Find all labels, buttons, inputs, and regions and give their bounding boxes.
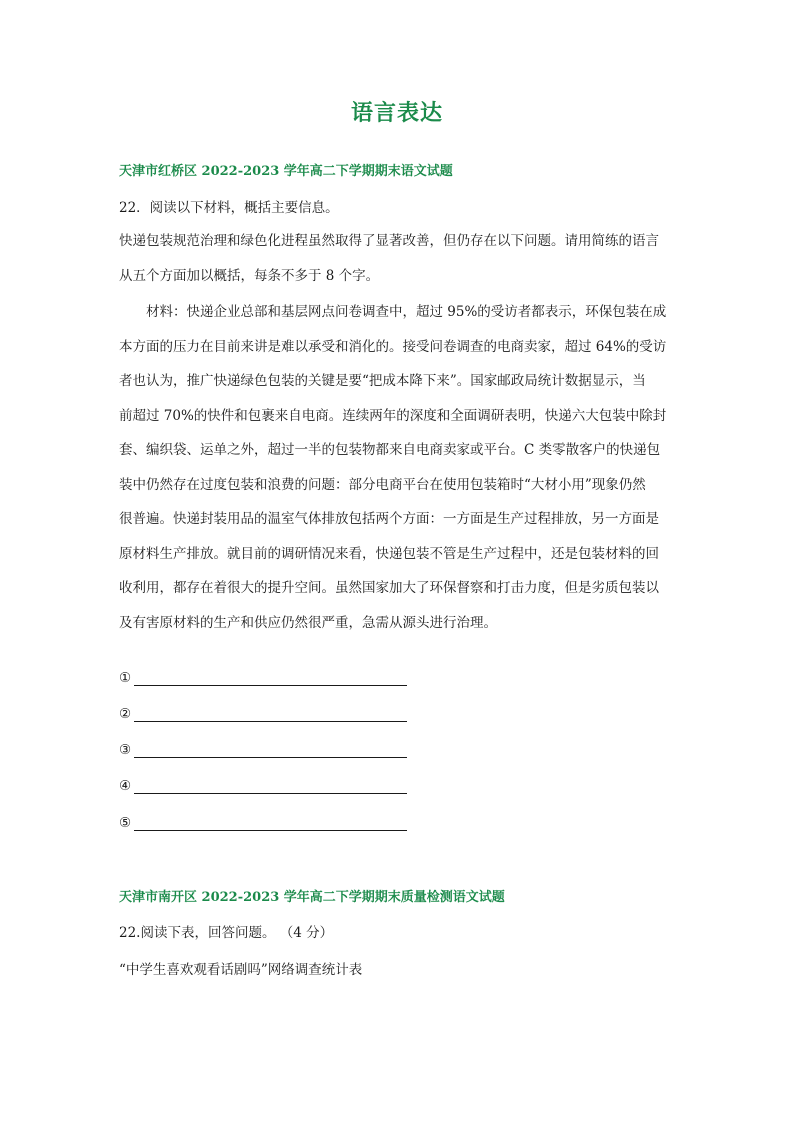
instruction-line: 快递包装规范治理和绿色化进程虽然取得了显著改善，但仍存在以下问题。请用简练的语言 xyxy=(119,233,659,249)
section-heading-nankai: 天津市南开区 2022-2023 学年高二下学期期末质量检测语文试题 xyxy=(119,890,505,905)
material-line: 本方面的压力在目前来讲是难以承受和消化的。接受问卷调查的电商卖家，超过 64%的受访 xyxy=(119,338,667,355)
answer-blank-3[interactable] xyxy=(119,738,407,758)
answer-underline[interactable] xyxy=(134,669,407,686)
answer-blank-5[interactable] xyxy=(119,811,407,831)
material-line: 材料：快递企业总部和基层网点问卷调查中，超过 95%的受访者都表示，环保包装在成 xyxy=(146,304,667,320)
answer-blank-4[interactable] xyxy=(119,774,407,794)
answer-blank-2[interactable] xyxy=(119,702,407,722)
material-line: 及有害原材料的生产和供应仍然很严重，急需从源头进行治理。 xyxy=(119,614,497,631)
answer-blank-1[interactable] xyxy=(119,666,407,686)
answer-underline[interactable] xyxy=(134,814,407,831)
material-line: 者也认为，推广快递绿色包装的关键是要“把成本降下来”。国家邮政局统计数据显示，当 xyxy=(119,373,646,389)
answer-marker: ② xyxy=(119,706,132,722)
answer-underline[interactable] xyxy=(134,777,407,794)
question-22-prompt: 22．阅读以下材料，概括主要信息。 xyxy=(119,200,339,216)
answer-marker: ③ xyxy=(119,742,132,758)
page-title: 语言表达 xyxy=(350,100,443,126)
answer-marker: ⑤ xyxy=(119,815,132,831)
answer-marker: ① xyxy=(119,670,132,686)
material-line: 前超过 70%的快件和包裹来自电商。连续两年的深度和全面调研表明，快递六大包装中除封 xyxy=(119,407,667,424)
instruction-paragraph xyxy=(119,224,679,293)
answer-marker: ④ xyxy=(119,778,132,794)
answer-underline[interactable] xyxy=(134,705,407,722)
instruction-line: 从五个方面加以概括，每条不多于 8 个字。 xyxy=(119,267,380,284)
table-caption: “中学生喜欢观看话剧吗”网络调查统计表 xyxy=(119,962,363,978)
material-line: 收利用，都存在着很大的提升空间。虽然国家加大了环保督察和打击力度，但是劣质包装以 xyxy=(119,580,659,596)
answer-underline[interactable] xyxy=(134,741,407,758)
material-line: 很普遍。快递封装用品的温室气体排放包括两个方面：一方面是生产过程排放，另一方面是 xyxy=(119,511,659,527)
material-line: 套、编织袋、运单之外，超过一半的包装物都来自电商卖家或平台。C 类零散客户的快递包 xyxy=(119,442,661,458)
material-line: 装中仍然存在过度包装和浪费的问题：部分电商平台在使用包装箱时“大材小用”现象仍然 xyxy=(119,476,646,493)
section-heading-hongqiao: 天津市红桥区 2022-2023 学年高二下学期期末语文试题 xyxy=(119,164,453,179)
material-paragraph xyxy=(119,295,679,640)
material-line: 原材料生产排放。就目前的调研情况来看，快递包装不管是生产过程中，还是包装材料的回 xyxy=(119,545,659,562)
question-22-table-prompt: 22.阅读下表，回答问题。 （4 分） xyxy=(119,925,334,941)
